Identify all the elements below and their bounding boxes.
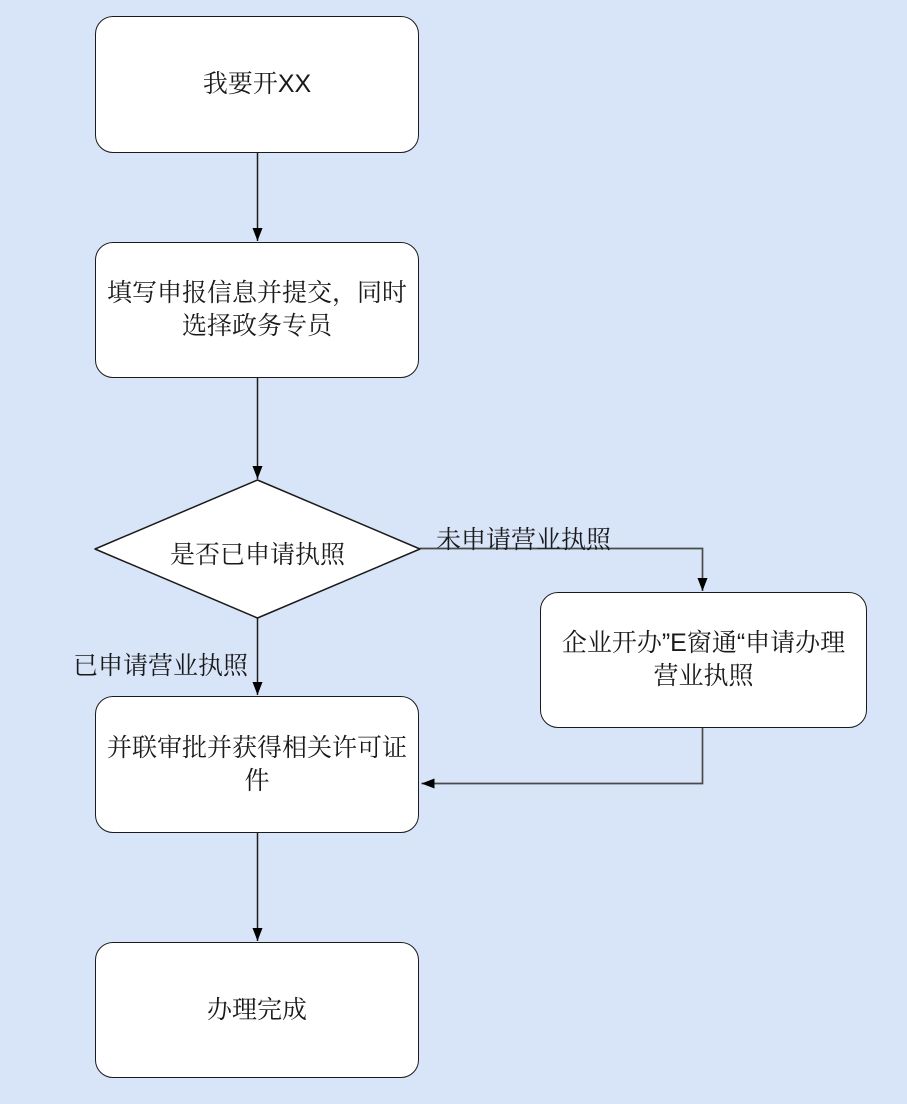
decision-label: 是否已申请执照	[169, 541, 345, 569]
node-fill-submit-line1: 填写申报信息并提交，同时	[106, 279, 407, 307]
node-done[interactable]	[95, 942, 419, 1078]
node-ewindow[interactable]	[540, 592, 867, 728]
node-ewindow-line2: 营业执照	[653, 662, 754, 690]
edge-label-applied: 已申请营业执照	[73, 652, 249, 680]
node-approval-line2: 件	[244, 766, 270, 795]
node-approval-line1: 并联审批并获得相关许可证	[106, 733, 407, 762]
edge-ewindow-to-approval	[422, 728, 703, 784]
node-fill-submit-line2: 选择政务专员	[181, 312, 332, 340]
node-fill-submit[interactable]	[95, 242, 419, 378]
node-approval[interactable]	[95, 696, 419, 833]
edge-label-not-applied: 未申请营业执照	[436, 526, 612, 554]
node-start[interactable]	[95, 16, 419, 153]
node-ewindow-line1: 企业开办”E窗通“申请办理	[561, 629, 846, 657]
node-done-label: 办理完成	[206, 995, 307, 1024]
node-start-label: 我要开XX	[202, 70, 312, 98]
